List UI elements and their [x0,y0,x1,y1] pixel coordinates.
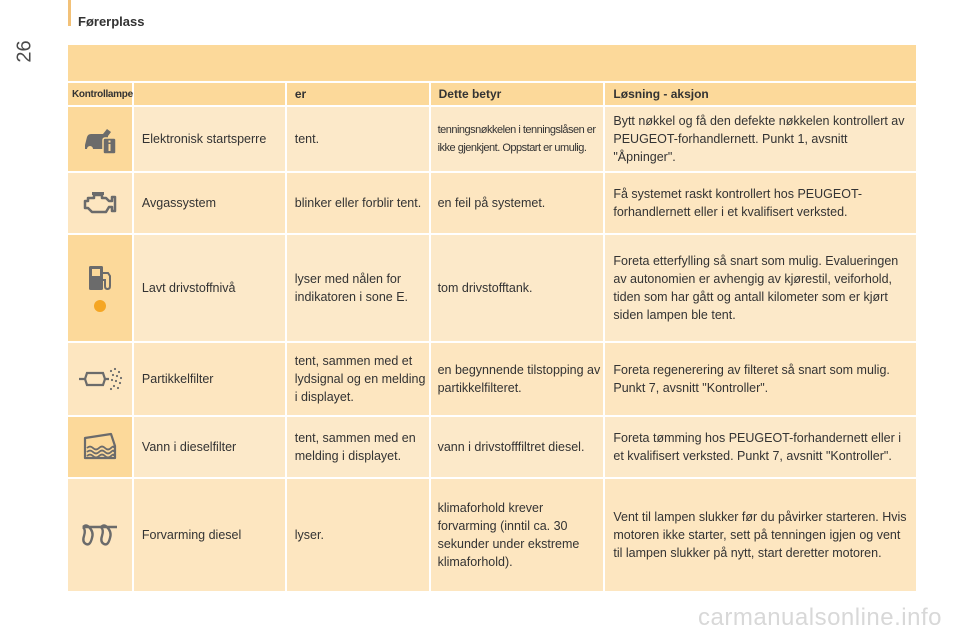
lamp-name: Vann i dieselfilter [134,417,285,477]
lamp-name: Avgassystem [134,173,285,233]
lamp-state: lyser. [287,479,429,591]
lamp-solution: Foreta regenerering av filteret så snart som mulig. Punkt 7, avsnitt "Kontroller". [605,343,916,415]
particle-filter-icon [68,343,132,415]
lamp-solution: Få systemet raskt kontrollert hos PEUGEOT-forhandlernett eller i et kvalifisert verksted. [605,173,916,233]
table-top-band [68,45,916,81]
section-title: Førerplass [78,14,145,29]
lamp-state: tent. [287,107,429,171]
table-row [68,173,916,233]
lamp-name: Lavt drivstoffnivå [134,235,285,341]
lamp-meaning: vann i drivstofffiltret diesel. [431,417,604,477]
lamp-state: blinker eller forblir tent. [287,173,429,233]
lamp-solution: Vent til lampen slukker før du påvirker starteren. Hvis motoren ikke starter, sett på tenningen igjen og vent til lampen slukker på nytt, start deretter motoren. [605,479,916,591]
lamp-meaning: tenningsnøkkelen i tenningslåsen er ikke gjenkjent. Oppstart er umulig. [431,107,604,171]
lamp-solution: Foreta tømming hos PEUGEOT-forhandernett eller i et kvalifisert verksted. Punkt 7, avsnitt "Kontroller". [605,417,916,477]
header-state: er [287,83,429,105]
table-row [68,107,916,171]
page-number: 26 [13,40,36,63]
immobiliser-key-icon [68,107,132,171]
lamp-solution: Bytt nøkkel og få den defekte nøkkelen kontrollert av PEUGEOT-forhandlernett. Punkt 1, avsnitt "Åpninger". [605,107,916,171]
fuel-warning-dot [93,299,107,313]
watermark: carmanualsonline.info [698,604,942,631]
lamp-name: Partikkelfilter [134,343,285,415]
lamp-meaning: en begynnende tilstopping av partikkelfilteret. [431,343,604,415]
water-in-diesel-icon [68,417,132,477]
table-row [68,235,916,341]
table-row [68,343,916,415]
fuel-pump-icon [68,235,132,341]
header-lamp: Kontrollampe [68,83,132,105]
section-marker [68,0,71,26]
lamp-solution: Foreta etterfylling så snart som mulig. Evalueringen av autonomien er avhengig av kjørestil, veiforhold, tiden som har gått og antall kilometer som er kjørt siden lampen ble tent. [605,235,916,341]
lamp-state: lyser med nålen for indikatoren i sone E. [287,235,429,341]
header-blank [134,83,285,105]
glow-plug-icon [68,479,132,591]
lamp-meaning: tom drivstofftank. [431,235,604,341]
table-row [68,417,916,477]
header-meaning: Dette betyr [431,83,604,105]
lamp-state: tent, sammen med et lydsignal og en melding i displayet. [287,343,429,415]
table-row [68,479,916,591]
engine-icon [68,173,132,233]
header-solution: Løsning - aksjon [605,83,916,105]
lamp-name: Forvarming diesel [134,479,285,591]
lamp-meaning: klimaforhold krever forvarming (inntil ca. 30 sekunder under ekstreme klimaforhold). [431,479,604,591]
table-header [68,83,916,105]
lamp-state: tent, sammen med en melding i displayet. [287,417,429,477]
warning-lamp-table [68,45,916,593]
lamp-name: Elektronisk startsperre [134,107,285,171]
lamp-meaning: en feil på systemet. [431,173,604,233]
